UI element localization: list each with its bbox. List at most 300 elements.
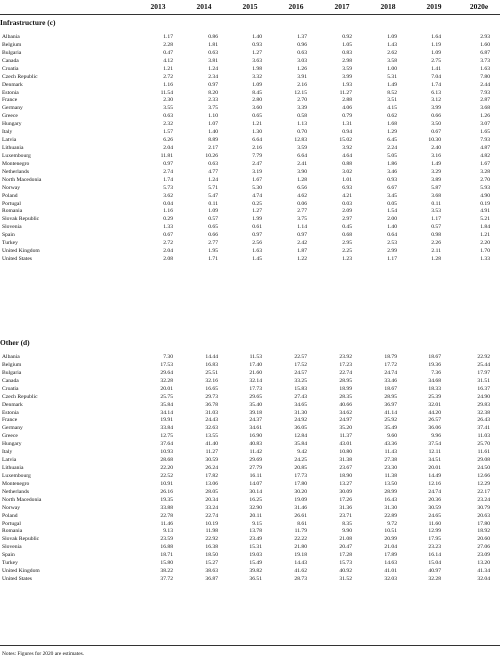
value-cell: 18.79 [384,354,397,360]
table-row [0,401,500,409]
value-cell: 3.29 [431,168,441,175]
value-cell: 12.29 [477,480,490,487]
value-cell: 22.74 [205,512,218,519]
value-cell: 2.95 [342,240,352,247]
value-cell: 2.41 [297,160,307,167]
country-label: Czech Republic [2,73,38,80]
table-row [0,33,500,41]
value-cell: 6.87 [480,49,490,56]
country-label: Denmark [2,81,23,88]
value-cell: 30.59 [428,504,441,511]
value-cell: 1.64 [431,34,441,40]
country-label: Croatia [2,65,19,72]
value-cell: 11.81 [160,152,173,159]
value-cell: 10.93 [160,449,173,456]
value-cell: 31.38 [339,457,352,464]
value-cell: 2.08 [163,256,173,263]
value-cell: 21.04 [384,544,397,551]
value-cell: 5.30 [252,184,262,191]
value-cell: 3.91 [297,73,307,80]
value-cell: 0.92 [342,34,352,40]
value-cell: 0.70 [297,129,307,136]
value-cell: 20.99 [384,536,397,543]
value-cell: 2.34 [208,73,218,80]
value-cell: 17.26 [339,496,352,503]
table-row [0,543,500,551]
value-cell: 43.01 [339,441,352,448]
value-cell: 1.71 [208,256,218,263]
value-cell: 1.98 [252,65,262,72]
value-cell: 3.90 [297,168,307,175]
value-cell: 41.40 [205,441,218,448]
value-cell: 31.52 [339,576,352,583]
value-cell: 26.43 [477,417,490,424]
table-row [0,65,500,73]
table-row [0,223,500,231]
value-cell: 1.57 [163,129,173,136]
value-cell: 1.27 [252,49,262,56]
value-cell: 1.99 [252,216,262,223]
footer-rule [0,645,500,646]
country-label: Slovenia [2,544,22,551]
value-cell: 3.16 [431,152,441,159]
value-cell: 3.75 [297,216,307,223]
table-row [0,215,500,223]
value-cell: 11.53 [249,354,262,360]
value-cell: 3.07 [480,121,490,128]
value-cell: 15.04 [428,560,441,567]
value-cell: 12.15 [294,89,307,96]
value-cell: 0.86 [208,34,218,40]
value-cell: 25.70 [477,441,490,448]
value-cell: 17.72 [384,361,397,368]
value-cell: 3.81 [208,57,218,64]
value-cell: 0.45 [342,224,352,231]
table-row [0,480,500,488]
country-label: United Kingdom [2,568,40,575]
value-cell: 2.70 [480,176,490,183]
value-cell: 1.09 [431,49,441,56]
country-label: Portugal [2,200,21,207]
value-cell: 13.55 [205,433,218,440]
value-cell: 1.67 [480,160,490,167]
value-cell: 25.92 [384,417,397,424]
value-cell: 24.57 [294,369,307,376]
value-cell: 1.26 [297,65,307,72]
value-cell: 34.14 [160,409,173,416]
country-label: United States [2,256,32,263]
value-cell: 4.15 [387,105,397,112]
value-cell: 15.80 [160,560,173,567]
value-cell: 27.06 [477,544,490,551]
value-cell: 11.60 [428,520,441,527]
value-cell: 3.60 [252,105,262,112]
value-cell: 34.51 [428,457,441,464]
value-cell: 41.62 [294,568,307,575]
value-cell: 1.29 [387,129,397,136]
value-cell: 8.61 [297,520,307,527]
value-cell: 3.45 [387,192,397,199]
value-cell: 28.95 [339,377,352,384]
value-cell: 36.05 [294,425,307,432]
country-label: Poland [2,192,18,199]
value-cell: 32.16 [205,377,218,384]
table-row [0,520,500,528]
country-label: Czech Republic [2,393,38,400]
value-cell: 11.98 [205,528,218,535]
value-cell: 0.97 [208,81,218,88]
value-cell: 0.97 [297,232,307,239]
value-cell: 14.63 [384,560,397,567]
value-cell: 3.92 [342,145,352,152]
table-row [0,207,500,215]
value-cell: 0.06 [297,200,307,207]
value-cell: 4.74 [252,192,262,199]
value-cell: 4.82 [480,152,490,159]
value-cell: 1.68 [387,121,397,128]
value-cell: 0.97 [163,160,173,167]
value-cell: 10.80 [339,449,352,456]
country-label: Belgium [2,41,22,48]
value-cell: 2.40 [431,145,441,152]
value-cell: 11.42 [249,449,262,456]
value-cell: 0.58 [297,113,307,120]
value-cell: 26.16 [160,488,173,495]
year-header: 2015 [242,2,258,11]
value-cell: 0.29 [163,216,173,223]
table-row [0,176,500,184]
value-cell: 1.16 [163,81,173,88]
country-label: Turkey [2,560,18,567]
value-cell: 3.12 [431,97,441,104]
value-cell: 16.14 [428,552,441,559]
value-cell: 2.33 [208,97,218,104]
country-label: Lithuania [2,465,24,472]
table-row [0,527,500,535]
value-cell: 40.66 [339,401,352,408]
value-cell: 1.95 [208,248,218,255]
value-cell: 20.63 [477,512,490,519]
value-cell: 2.75 [431,57,441,64]
value-cell: 20.11 [249,512,262,519]
value-cell: 22.78 [160,512,173,519]
value-cell: 29.65 [249,393,262,400]
value-cell: 1.01 [342,176,352,183]
value-cell: 36.06 [428,425,441,432]
value-cell: 24.74 [384,369,397,376]
value-cell: 22.92 [205,536,218,543]
value-cell: 2.16 [297,81,307,88]
value-cell: 0.97 [252,232,262,239]
country-label: Germany [2,105,23,112]
value-cell: 26.24 [205,465,218,472]
value-cell: 1.49 [431,160,441,167]
value-cell: 1.05 [342,41,352,48]
value-cell: 20.60 [477,536,490,543]
value-cell: 3.63 [252,57,262,64]
value-cell: 3.28 [480,168,490,175]
value-cell: 11.61 [477,449,490,456]
value-cell: 12.66 [477,472,490,479]
value-cell: 2.04 [163,145,173,152]
value-cell: 32.90 [249,504,262,511]
value-cell: 35.40 [249,401,262,408]
value-cell: 3.89 [431,176,441,183]
value-cell: 0.67 [431,129,441,136]
value-cell: 2.99 [387,248,397,255]
value-cell: 1.63 [480,65,490,72]
value-cell: 5.93 [480,184,490,191]
value-cell: 4.90 [480,192,490,199]
year-header: 2013 [150,2,166,11]
value-cell: 28.95 [384,393,397,400]
value-cell: 2.47 [252,160,262,167]
table-row [0,448,500,456]
value-cell: 27.79 [249,465,262,472]
value-cell: 16.37 [477,385,490,392]
value-cell: 8.52 [387,89,397,96]
value-cell: 6.64 [252,137,262,144]
country-label: Slovak Republic [2,216,40,223]
value-cell: 1.45 [252,256,262,263]
value-cell: 12.84 [294,433,307,440]
value-cell: 37.64 [160,441,173,448]
value-cell: 1.31 [342,121,352,128]
value-cell: 25.44 [477,361,490,368]
table-row [0,73,500,81]
country-label: Poland [2,512,18,519]
value-cell: 13.50 [384,480,397,487]
value-cell: 24.65 [428,512,441,519]
value-cell: 1.21 [480,232,490,239]
value-cell: 29.69 [249,457,262,464]
table-row [0,57,500,65]
country-label: Luxembourg [2,152,31,159]
value-cell: 5.73 [163,184,173,191]
value-cell: 1.49 [387,81,397,88]
value-cell: 1.21 [252,121,262,128]
value-cell: 1.22 [297,256,307,263]
country-label: Slovak Republic [2,536,40,543]
value-cell: 0.68 [342,232,352,239]
value-cell: 23.49 [249,536,262,543]
year-header: 2020e [469,2,489,11]
value-cell: 41.34 [477,568,490,575]
value-cell: 4.12 [163,57,173,64]
country-label: Canada [2,377,19,384]
table-row [0,96,500,104]
value-cell: 0.65 [208,224,218,231]
value-cell: 12.83 [294,137,307,144]
value-cell: 1.84 [480,224,490,231]
value-cell: 2.26 [431,240,441,247]
value-cell: 28.99 [384,488,397,495]
value-cell: 2.09 [342,208,352,215]
value-cell: 4.87 [480,145,490,152]
table-row [0,575,500,583]
value-cell: 1.10 [208,113,218,120]
value-cell: 2.11 [431,248,441,255]
value-cell: 17.73 [294,472,307,479]
value-cell: 2.88 [342,97,352,104]
value-cell: 6.67 [387,184,397,191]
value-cell: 2.72 [163,240,173,247]
value-cell: 3.50 [431,121,441,128]
value-cell: 0.66 [431,113,441,120]
value-cell: 14.44 [205,354,218,360]
country-label: Croatia [2,385,19,392]
value-cell: 12.16 [428,480,441,487]
value-cell: 17.52 [294,361,307,368]
value-cell: 2.24 [387,145,397,152]
value-cell: 11.43 [384,449,397,456]
value-cell: 15.27 [205,560,218,567]
table-row [0,104,500,112]
country-label: Bulgaria [2,49,22,56]
table-row [0,168,500,176]
value-cell: 3.59 [297,145,307,152]
value-cell: 32.63 [205,425,218,432]
value-cell: 19.18 [294,552,307,559]
value-cell: 5.21 [480,216,490,223]
table-row [0,353,500,361]
value-cell: 4.21 [342,192,352,199]
value-cell: 2.93 [480,34,490,40]
value-cell: 36.87 [205,576,218,583]
value-cell: 1.63 [252,248,262,255]
value-cell: 19.91 [160,417,173,424]
value-cell: 3.99 [342,73,352,80]
value-cell: 30.09 [339,488,352,495]
value-cell: 1.65 [480,129,490,136]
country-label: United Kingdom [2,248,40,255]
country-label: North Macedonia [2,496,42,503]
value-cell: 17.80 [477,520,490,527]
country-label: France [2,97,18,104]
table-row [0,416,500,424]
country-label: Italy [2,129,13,136]
value-cell: 22.57 [294,354,307,360]
value-cell: 2.20 [480,240,490,247]
value-cell: 2.28 [163,41,173,48]
country-label: Albania [2,354,20,360]
value-cell: 1.09 [387,34,397,40]
value-cell: 31.36 [339,504,352,511]
value-cell: 17.23 [339,361,352,368]
value-cell: 2.80 [252,97,262,104]
value-cell: 44.20 [428,409,441,416]
value-cell: 3.53 [431,208,441,215]
value-cell: 2.70 [297,97,307,104]
table-row [0,231,500,239]
value-cell: 2.53 [387,240,397,247]
year-header: 2016 [288,2,304,11]
value-cell: 0.66 [208,232,218,239]
value-cell: 1.87 [297,248,307,255]
value-cell: 18.67 [384,385,397,392]
value-cell: 2.77 [297,208,307,215]
value-cell: 28.35 [339,393,352,400]
year-header: 2018 [380,2,396,11]
value-cell: 11.03 [477,433,490,440]
value-cell: 20.01 [160,385,173,392]
table-row [0,535,500,543]
country-label: Slovenia [2,224,22,231]
table-row [0,551,500,559]
value-cell: 35.20 [339,425,352,432]
year-header-row [0,0,500,15]
value-cell: 25.39 [428,393,441,400]
value-cell: 0.63 [163,113,173,120]
value-cell: 2.72 [163,73,173,80]
value-cell: 8.35 [342,520,352,527]
value-cell: 11.38 [384,472,397,479]
value-cell: 15.83 [294,385,307,392]
year-header: 2014 [196,2,212,11]
value-cell: 5.47 [208,192,218,199]
value-cell: 18.71 [160,552,173,559]
value-cell: 14.43 [294,560,307,567]
value-cell: 32.14 [249,377,262,384]
value-cell: 32.28 [428,576,441,583]
value-cell: 18.90 [339,472,352,479]
value-cell: 0.63 [297,49,307,56]
value-cell: 0.96 [297,41,307,48]
country-label: Hungary [2,441,22,448]
value-cell: 3.19 [252,168,262,175]
value-cell: 0.88 [342,160,352,167]
value-cell: 1.09 [252,81,262,88]
value-cell: 6.93 [342,184,352,191]
value-cell: 0.94 [342,129,352,136]
country-label: Spain [2,232,15,239]
value-cell: 0.57 [208,216,218,223]
value-cell: 16.38 [205,544,218,551]
value-cell: 29.64 [160,369,173,376]
value-cell: 23.92 [339,354,352,360]
value-cell: 7.93 [480,89,490,96]
table-row [0,81,500,89]
value-cell: 17.80 [294,480,307,487]
value-cell: 17.28 [339,552,352,559]
value-cell: 1.21 [163,65,173,72]
value-cell: 28.73 [294,576,307,583]
value-cell: 1.24 [208,65,218,72]
value-cell: 35.49 [384,425,397,432]
value-cell: 23.30 [384,465,397,472]
value-cell: 43.36 [384,441,397,448]
value-cell: 2.74 [163,168,173,175]
value-cell: 39.18 [249,409,262,416]
value-cell: 21.08 [339,536,352,543]
value-cell: 2.30 [163,97,173,104]
value-cell: 33.88 [160,504,173,511]
value-cell: 1.09 [208,208,218,215]
value-cell: 31.30 [294,409,307,416]
value-cell: 3.58 [387,57,397,64]
value-cell: 2.00 [387,216,397,223]
value-cell: 0.64 [387,232,397,239]
table-row [0,144,500,152]
value-cell: 37.41 [477,425,490,432]
section-title: Other (d) [0,338,30,347]
value-cell: 20.85 [294,465,307,472]
value-cell: 30.59 [205,457,218,464]
value-cell: 9.42 [297,449,307,456]
value-cell: 15.31 [249,544,262,551]
value-cell: 3.68 [480,105,490,112]
value-cell: 18.50 [205,552,218,559]
